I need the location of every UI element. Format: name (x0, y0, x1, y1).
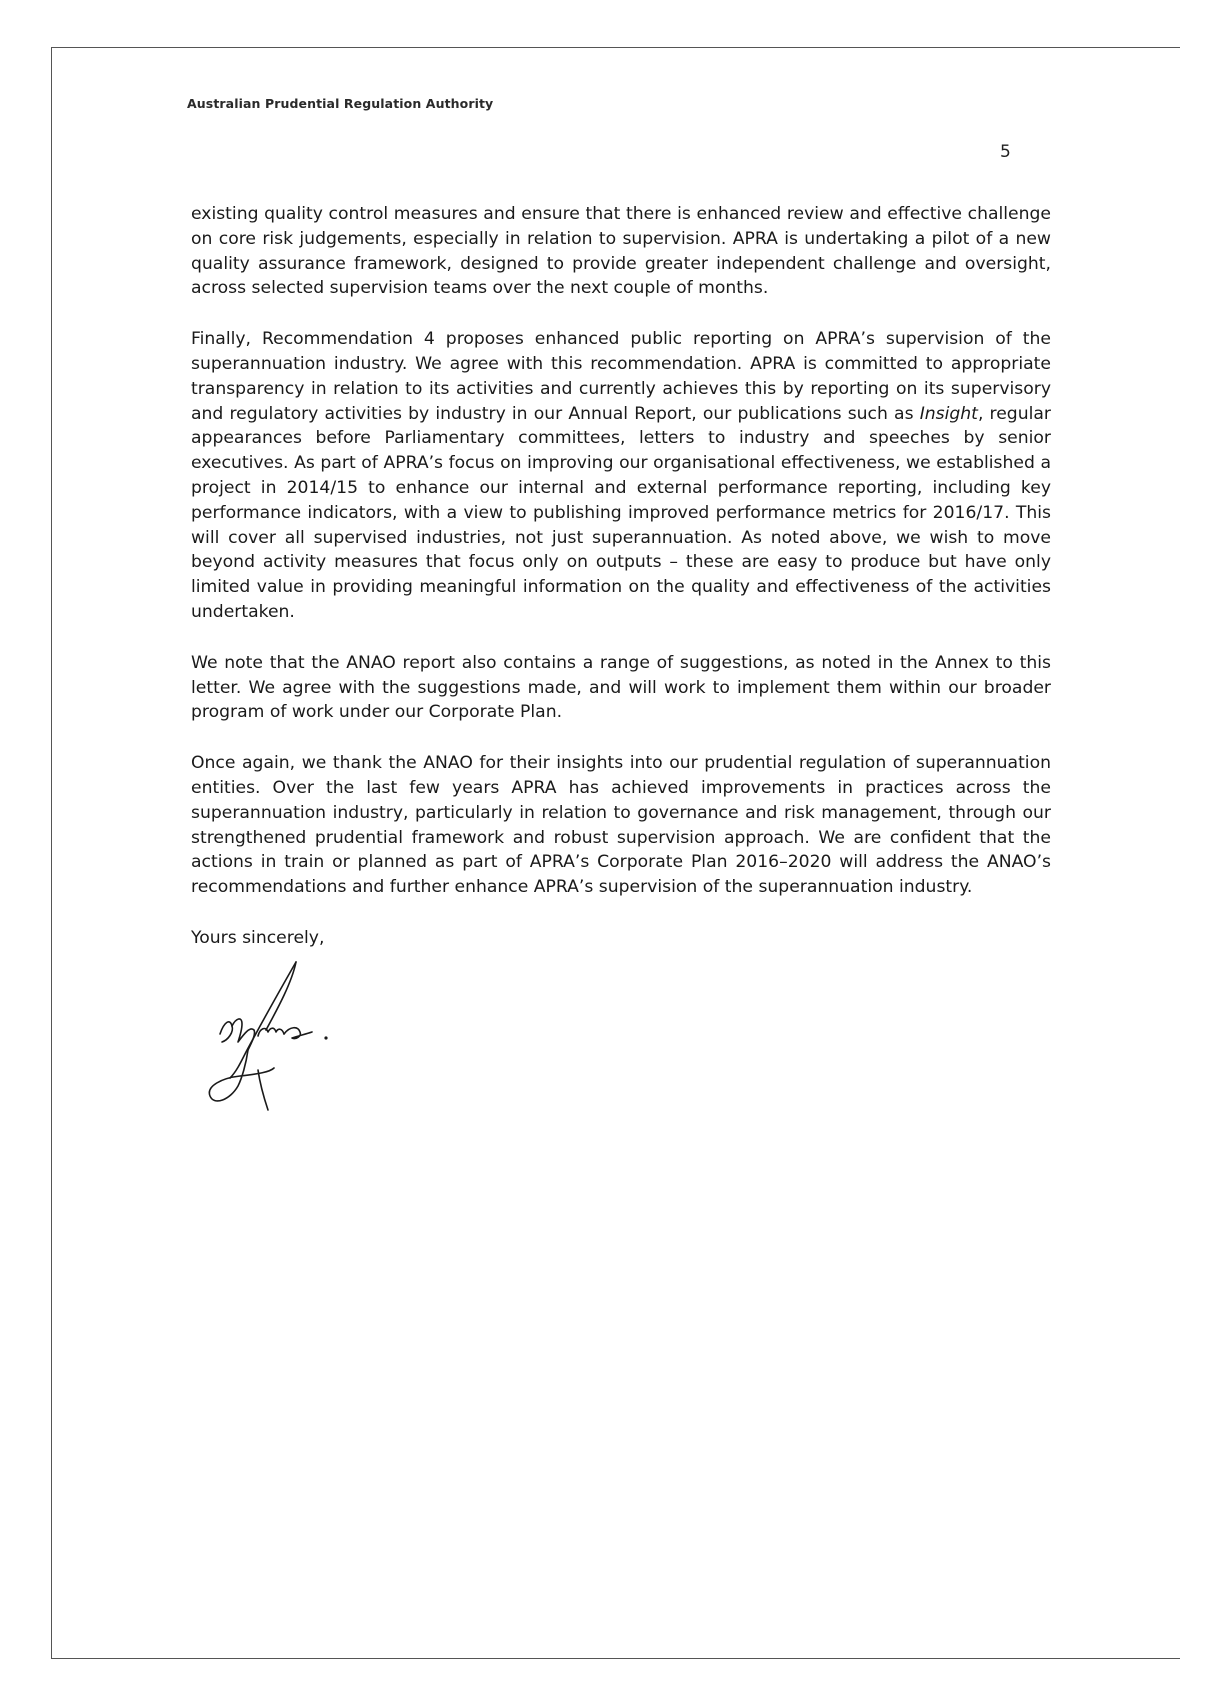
page-number: 5 (1000, 142, 1011, 162)
paragraph-recommendation-4 (191, 327, 1051, 625)
paragraph-suggestions: We note that the ANAO report also contains a range of suggestions, as noted in the Annex to this letter. We agree with the suggestions made, and will work to implement them within our broader program of work under our Corporate Plan. (191, 652, 1051, 723)
letter-body (191, 202, 1051, 951)
paragraph-conclusion: Once again, we thank the ANAO for their insights into our prudential regulation of superannuation entities. Over the last few years APRA has achieved improvements in practices across the superannuation industry, particularly in relation to governance and risk management, through our strengthened prudential framework and robust supervision approach. We are confident that the actions in train or planned as part of APRA’s Corporate Plan 2016–2020 will address the ANAO’s recommendations and further enhance APRA’s supervision of the superannuation industry. (191, 753, 1051, 898)
closing-salutation: Yours sincerely, (191, 927, 325, 948)
paragraph-recommendation-4-text-a: Finally, Recommendation 4 proposes enhanced public reporting on APRA’s supervision of the superannuation industry. We agree with this recommendation. APRA is committed to appropriate transparency in relation to its activities and currently achieves this by reporting on its supervisory and regulatory activities by industry in our Annual Report, our publications such as (191, 329, 1051, 424)
running-header: Australian Prudential Regulation Authority (187, 96, 494, 111)
paragraph-quality-control: existing quality control measures and ensure that there is enhanced review and effective challenge on core risk judgements, especially in relation to supervision. APRA is undertaking a pilot of a new quality assurance framework, designed to provide greater independent challenge and oversight, across selected supervision teams over the next couple of months. (191, 204, 1051, 299)
signature-image (200, 960, 360, 1120)
publication-title-insight: Insight (919, 403, 978, 424)
paragraph-recommendation-4-text-b: , regular appearances before Parliamentary committees, letters to industry and speeches by senior executives. As part of APRA’s focus on improving our organisational effectiveness, we established a project in 2014/15 to enhance our internal and external performance reporting, including key performance indicators, with a view to publishing improved performance metrics for 2016/17. This will cover all supervised industries, not just superannuation. As noted above, we wish to move beyond activity measures that focus only on outputs – these are easy to produce but have only limited value in providing meaningful information on the quality and effectiveness of the activities undertaken. (191, 403, 1051, 622)
